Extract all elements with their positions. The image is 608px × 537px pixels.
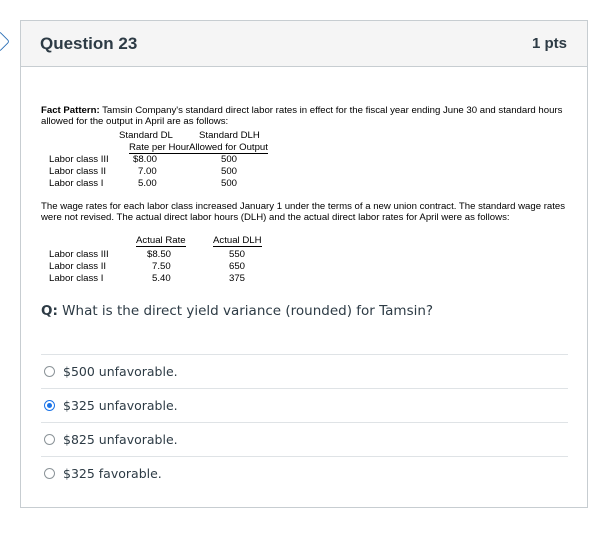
table1-row-label: Labor class II [49,166,107,177]
table1-row-hours: 500 [221,166,238,177]
radio-button-selected[interactable] [44,400,55,411]
radio-button[interactable] [44,434,55,445]
answer-label[interactable]: $325 unfavorable. [63,398,178,413]
question-header [21,21,587,67]
question-prompt-text: What is the direct yield variance (rounded) for Tamsin? [57,303,434,319]
fact-pattern [41,105,567,127]
table2-row-rate: 5.40 [152,273,171,284]
table2-row-rate: $8.50 [147,249,172,260]
table2-header-col1: Actual Rate [136,235,186,246]
table1-row-rate: $8.00 [133,154,158,165]
actual-rates-table [41,233,567,293]
table1-row-rate: 7.00 [138,166,157,177]
table2-row-hours: 650 [229,261,246,272]
middle-text: The wage rates for each labor class increased January 1 under the terms of a new union contract. The standard wage rates were not revised. The actual direct labor hours (DLH) and the actual direct labor rates for April were as follows: [41,201,566,223]
question-title: Question 23 [40,33,138,53]
question-card [20,20,588,508]
fact-pattern-label: Fact Pattern: [41,105,100,116]
table1-header-col2-line2: Allowed for Output [189,142,268,153]
answer-label[interactable]: $500 unfavorable. [63,364,178,379]
answer-option[interactable] [41,388,568,422]
fact-pattern-text: Tamsin Company's standard direct labor rates in effect for the fiscal year ending June 30 and standard hours allowed for the output in April are as follows: [41,105,563,127]
question-prompt [41,303,433,319]
answer-option[interactable] [41,354,568,388]
table1-header-col1-line1: Standard DL [119,130,173,141]
question-body [21,105,587,293]
table2-row-label: Labor class II [49,261,107,272]
table2-row-label: Labor class I [49,273,104,284]
table2-row-hours: 550 [229,249,246,260]
question-points: 1 pts [531,35,567,52]
answer-option[interactable] [41,422,568,456]
table2-row-label: Labor class III [49,249,109,260]
answer-label[interactable]: $325 favorable. [63,466,162,481]
table2-row-hours: 375 [229,273,246,284]
table1-header-col2-line1: Standard DLH [199,130,260,141]
radio-button[interactable] [44,468,55,479]
answer-label[interactable]: $825 unfavorable. [63,432,178,447]
table1-row-label: Labor class III [49,154,109,165]
question-flag-icon[interactable] [0,31,10,52]
standard-rates-table [41,127,567,189]
table1-header-col1-line2: Rate per Hour [129,142,190,153]
question-prompt-prefix: Q: [41,303,58,319]
answer-list [41,354,568,490]
table1-row-hours: 500 [221,154,238,165]
table2-header-col2: Actual DLH [213,235,262,246]
table1-row-label: Labor class I [49,178,104,189]
answer-option[interactable] [41,456,568,490]
table2-row-rate: 7.50 [152,261,171,272]
table1-row-rate: 5.00 [138,178,157,189]
radio-button[interactable] [44,366,55,377]
table1-row-hours: 500 [221,178,238,189]
